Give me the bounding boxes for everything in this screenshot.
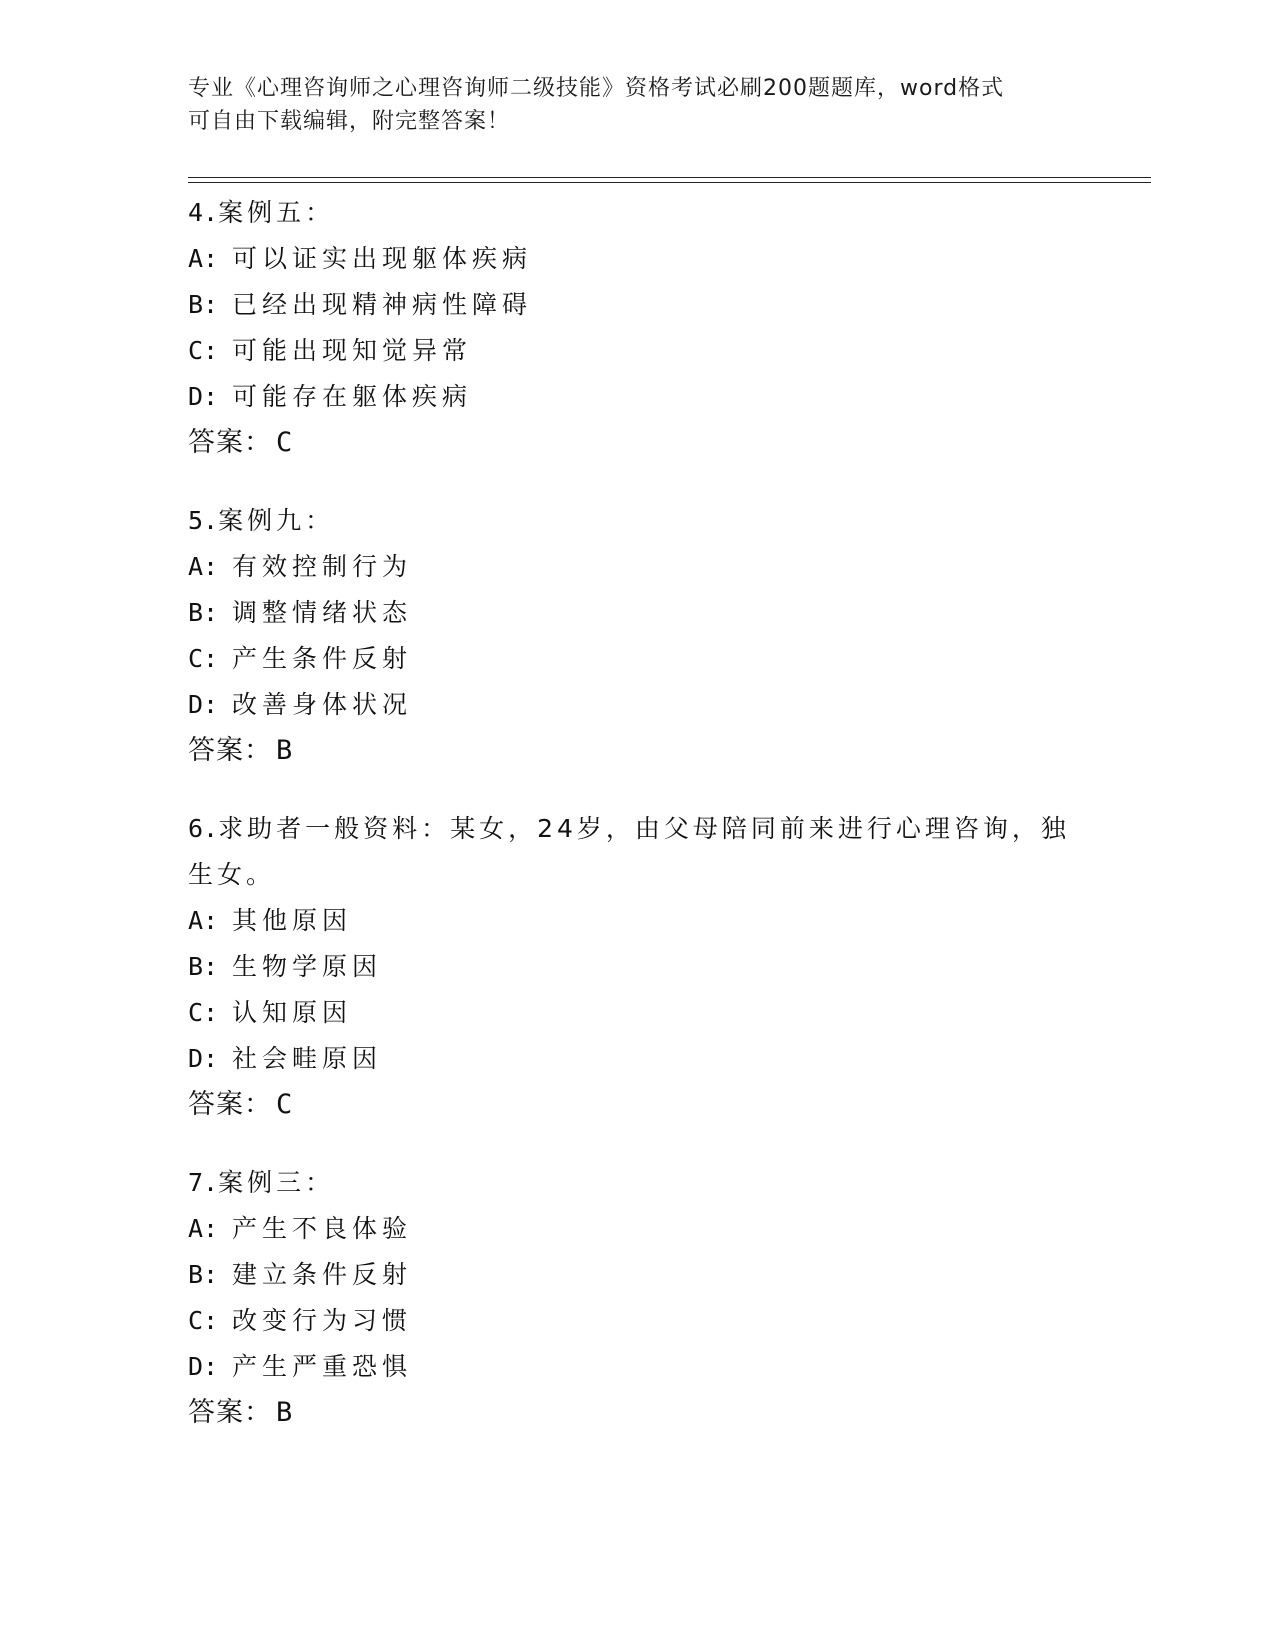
- option-c: [188, 990, 1088, 1036]
- option-text: 已经出现精神病性障碍: [232, 290, 533, 319]
- question-item: [188, 190, 1088, 466]
- option-letter: C:: [188, 336, 219, 365]
- answer-line: [188, 1390, 1088, 1436]
- option-a: [188, 236, 1088, 282]
- option-a: [188, 544, 1088, 590]
- option-letter: B:: [188, 952, 219, 981]
- option-text: 产生严重恐惧: [232, 1352, 413, 1381]
- question-number: 7.: [188, 1168, 219, 1197]
- question-stem: [188, 190, 1088, 236]
- header-divider-bottom: [188, 182, 1151, 183]
- option-b: [188, 282, 1088, 328]
- option-letter: B:: [188, 290, 219, 319]
- option-text: 改变行为习惯: [232, 1306, 413, 1335]
- answer-value: C: [276, 1089, 294, 1120]
- answer-value: B: [276, 1397, 294, 1428]
- option-letter: D:: [188, 690, 219, 719]
- answer-line: [188, 420, 1088, 466]
- answer-label: 答案：: [188, 735, 272, 766]
- option-c: [188, 636, 1088, 682]
- option-text: 产生条件反射: [232, 644, 413, 673]
- answer-label: 答案：: [188, 1397, 272, 1428]
- option-letter: C:: [188, 1306, 219, 1335]
- option-d: [188, 1344, 1088, 1390]
- option-text: 产生不良体验: [232, 1214, 413, 1243]
- answer-value: B: [276, 735, 294, 766]
- option-c: [188, 1298, 1088, 1344]
- question-item: [188, 498, 1088, 774]
- answer-value: C: [276, 427, 294, 458]
- question-text: 案例三：: [218, 1168, 335, 1197]
- question-stem: [188, 806, 1088, 898]
- option-c: [188, 328, 1088, 374]
- option-letter: C:: [188, 998, 219, 1027]
- option-text: 改善身体状况: [232, 690, 413, 719]
- answer-line: [188, 728, 1088, 774]
- option-text: 其他原因: [232, 906, 353, 935]
- option-text: 生物学原因: [232, 952, 383, 981]
- option-letter: A:: [188, 244, 219, 273]
- option-letter: B:: [188, 1260, 219, 1289]
- header-divider-top: [188, 177, 1151, 178]
- option-letter: B:: [188, 598, 219, 627]
- answer-label: 答案：: [188, 427, 272, 458]
- question-stem: [188, 498, 1088, 544]
- option-d: [188, 682, 1088, 728]
- header-line-1: 专业《心理咨询师之心理咨询师二级技能》资格考试必刷200题题库，word格式: [188, 76, 1005, 101]
- option-letter: D:: [188, 382, 219, 411]
- option-text: 建立条件反射: [232, 1260, 413, 1289]
- question-text: 案例五：: [218, 198, 335, 227]
- option-text: 可能出现知觉异常: [232, 336, 473, 365]
- question-number: 6.: [188, 814, 219, 843]
- answer-line: [188, 1082, 1088, 1128]
- question-stem: [188, 1160, 1088, 1206]
- option-b: [188, 1252, 1088, 1298]
- document-header: [188, 72, 1088, 138]
- question-item: [188, 1160, 1088, 1436]
- option-text: 调整情绪状态: [232, 598, 413, 627]
- option-text: 可能存在躯体疾病: [232, 382, 473, 411]
- option-letter: A:: [188, 1214, 219, 1243]
- header-line-2: 可自由下载编辑，附完整答案！: [188, 109, 511, 134]
- option-letter: A:: [188, 552, 219, 581]
- option-letter: D:: [188, 1352, 219, 1381]
- question-text: 求助者一般资料：某女，24岁，由父母陪同前来进行心理咨询，独生女。: [188, 814, 1070, 889]
- option-text: 认知原因: [232, 998, 353, 1027]
- question-number: 5.: [188, 506, 219, 535]
- question-list: [188, 190, 1088, 1468]
- option-text: 可以证实出现躯体疾病: [232, 244, 533, 273]
- option-a: [188, 1206, 1088, 1252]
- option-d: [188, 374, 1088, 420]
- question-number: 4.: [188, 198, 219, 227]
- option-d: [188, 1036, 1088, 1082]
- question-item: [188, 806, 1088, 1128]
- option-text: 社会畦原因: [232, 1044, 383, 1073]
- option-text: 有效控制行为: [232, 552, 413, 581]
- option-letter: D:: [188, 1044, 219, 1073]
- option-b: [188, 944, 1088, 990]
- answer-label: 答案：: [188, 1089, 272, 1120]
- option-a: [188, 898, 1088, 944]
- option-letter: A:: [188, 906, 219, 935]
- option-letter: C:: [188, 644, 219, 673]
- question-text: 案例九：: [218, 506, 335, 535]
- option-b: [188, 590, 1088, 636]
